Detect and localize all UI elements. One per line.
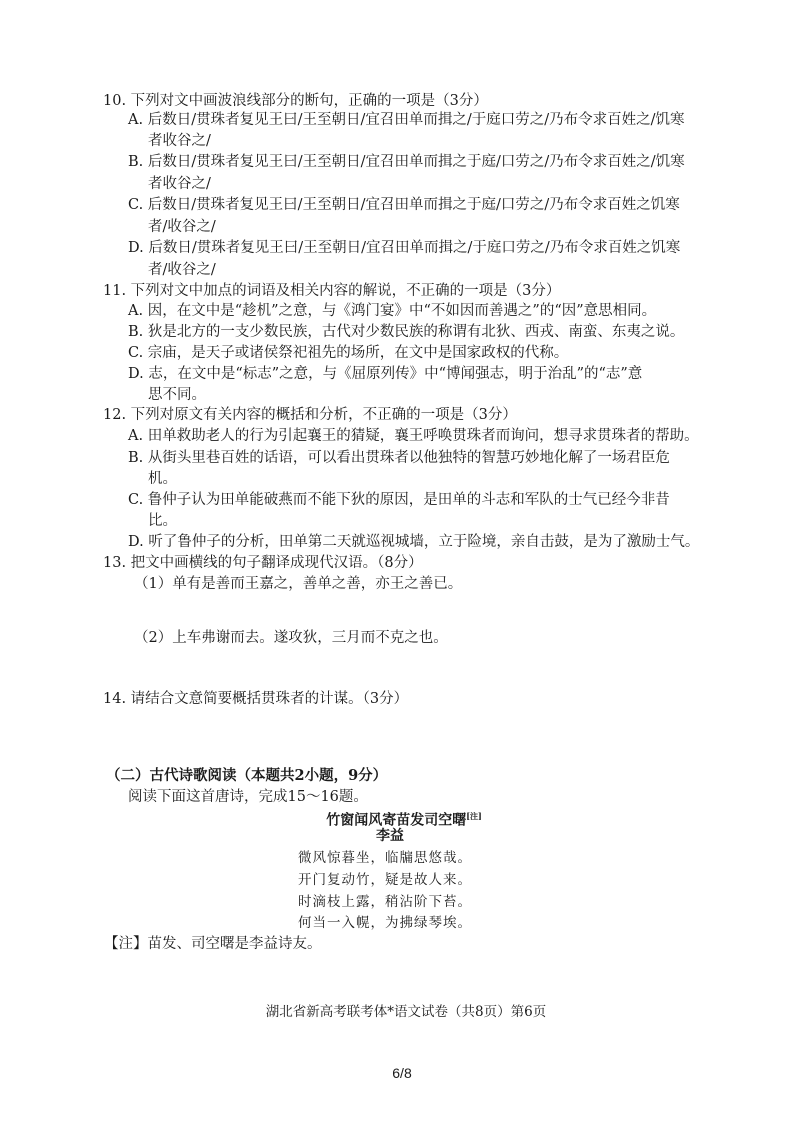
option-b-cont: 机。 xyxy=(148,471,177,487)
page-number: 6/8 xyxy=(392,1065,412,1081)
sentence-1: （1）单有是善而王嘉之，善单之善，亦王之善已。 xyxy=(134,576,463,592)
option-c: C. 后数日/贯珠者复见王曰/王至朝日/宜召田单而揖之于庭/口劳之/乃布令求百姓之饥寒 xyxy=(128,197,680,213)
question-stem: 11. 下列对文中加点的词语及相关内容的解说，不正确的一项是（3分） xyxy=(103,283,561,299)
option-a: A. 田单救助老人的行为引起襄王的猜疑，襄王呼唤贯珠者而询问，想寻求贯珠者的帮助。 xyxy=(128,428,699,444)
note-mark: [注] xyxy=(466,811,482,821)
option-d: D. 后数日/贯珠者复见王曰/王至朝日/宜召田单而揖之/于庭口劳之/乃布令求百姓之饥寒 xyxy=(128,240,681,256)
section-intro: 阅读下面这首唐诗，完成15～16题。 xyxy=(128,789,368,805)
option-c: C. 宗庙，是天子或诸侯祭祀祖先的场所，在文中是国家政权的代称。 xyxy=(128,345,569,361)
poem-line: 何当一入幌，为拂绿琴埃。 xyxy=(298,915,472,931)
poem-author: 李益 xyxy=(376,828,404,844)
option-a: A. 因，在文中是“趁机”之意，与《鸿门宴》中“不如因而善遇之”的“因”意思相同。 xyxy=(128,303,657,319)
option-b: B. 后数日/贯珠者复见王曰/王至朝日/宜召田单而揖之于庭/口劳之/乃布令求百姓之/饥寒 xyxy=(128,154,685,170)
option-a-cont: 者收谷之/ xyxy=(148,133,211,149)
option-c: C. 鲁仲子认为田单能破燕而不能下狄的原因，是田单的斗志和军队的士气已经今非昔 xyxy=(128,492,670,508)
option-d: D. 听了鲁仲子的分析，田单第二天就巡视城墙，立于险境，亲自击鼓，是为了激励士气。 xyxy=(128,534,700,550)
option-b-cont: 者收谷之/ xyxy=(148,176,211,192)
question-stem: 14. 请结合文意简要概括贯珠者的计谋。（3分） xyxy=(103,691,409,707)
question-stem: 12. 下列对原文有关内容的概括和分析，不正确的一项是（3分） xyxy=(103,407,517,423)
sentence-2: （2）上车弗谢而去。遂攻狄，三月而不克之也。 xyxy=(134,630,448,646)
section-heading: （二）古代诗歌阅读（本题共2小题，9分） xyxy=(106,767,388,784)
option-d: D. 志，在文中是“标志”之意，与《屈原列传》中“博闻强志，明于治乱”的“志”意 xyxy=(128,366,643,382)
option-c-cont: 者/收谷之/ xyxy=(148,219,216,235)
option-b: B. 狄是北方的一支少数民族，古代对少数民族的称谓有北狄、西戎、南蛮、东夷之说。 xyxy=(128,324,685,340)
poem-line: 时滴枝上露，稍沾阶下苔。 xyxy=(298,894,472,910)
option-a: A. 后数日/贯珠者复见王曰/王至朝日/宜召田单而揖之/于庭口劳之/乃布令求百姓之/饥寒 xyxy=(128,112,685,128)
poem-title-text: 竹窗闻风寄苗发司空曙 xyxy=(326,812,467,829)
option-c-cont: 比。 xyxy=(148,513,177,529)
option-d-cont: 者/收谷之/ xyxy=(148,262,216,278)
poem-line: 开门复动竹，疑是故人来。 xyxy=(298,872,472,888)
poem-note: 【注】苗发、司空曙是李益诗友。 xyxy=(104,936,322,952)
question-stem: 13. 把文中画横线的句子翻译成现代汉语。（8分） xyxy=(103,555,423,571)
question-stem: 10. 下列对文中画波浪线部分的断句，正确的一项是（3分） xyxy=(103,93,488,109)
option-d-cont: 思不同。 xyxy=(148,387,206,403)
footer-exam-info: 湖北省新高考联考体*语文试卷（共8页）第6页 xyxy=(265,1004,547,1020)
poem-line: 微风惊暮坐，临牖思悠哉。 xyxy=(298,850,472,866)
option-b: B. 从街头里巷百姓的话语，可以看出贯珠者以他独特的智慧巧妙地化解了一场君臣危 xyxy=(128,450,670,466)
